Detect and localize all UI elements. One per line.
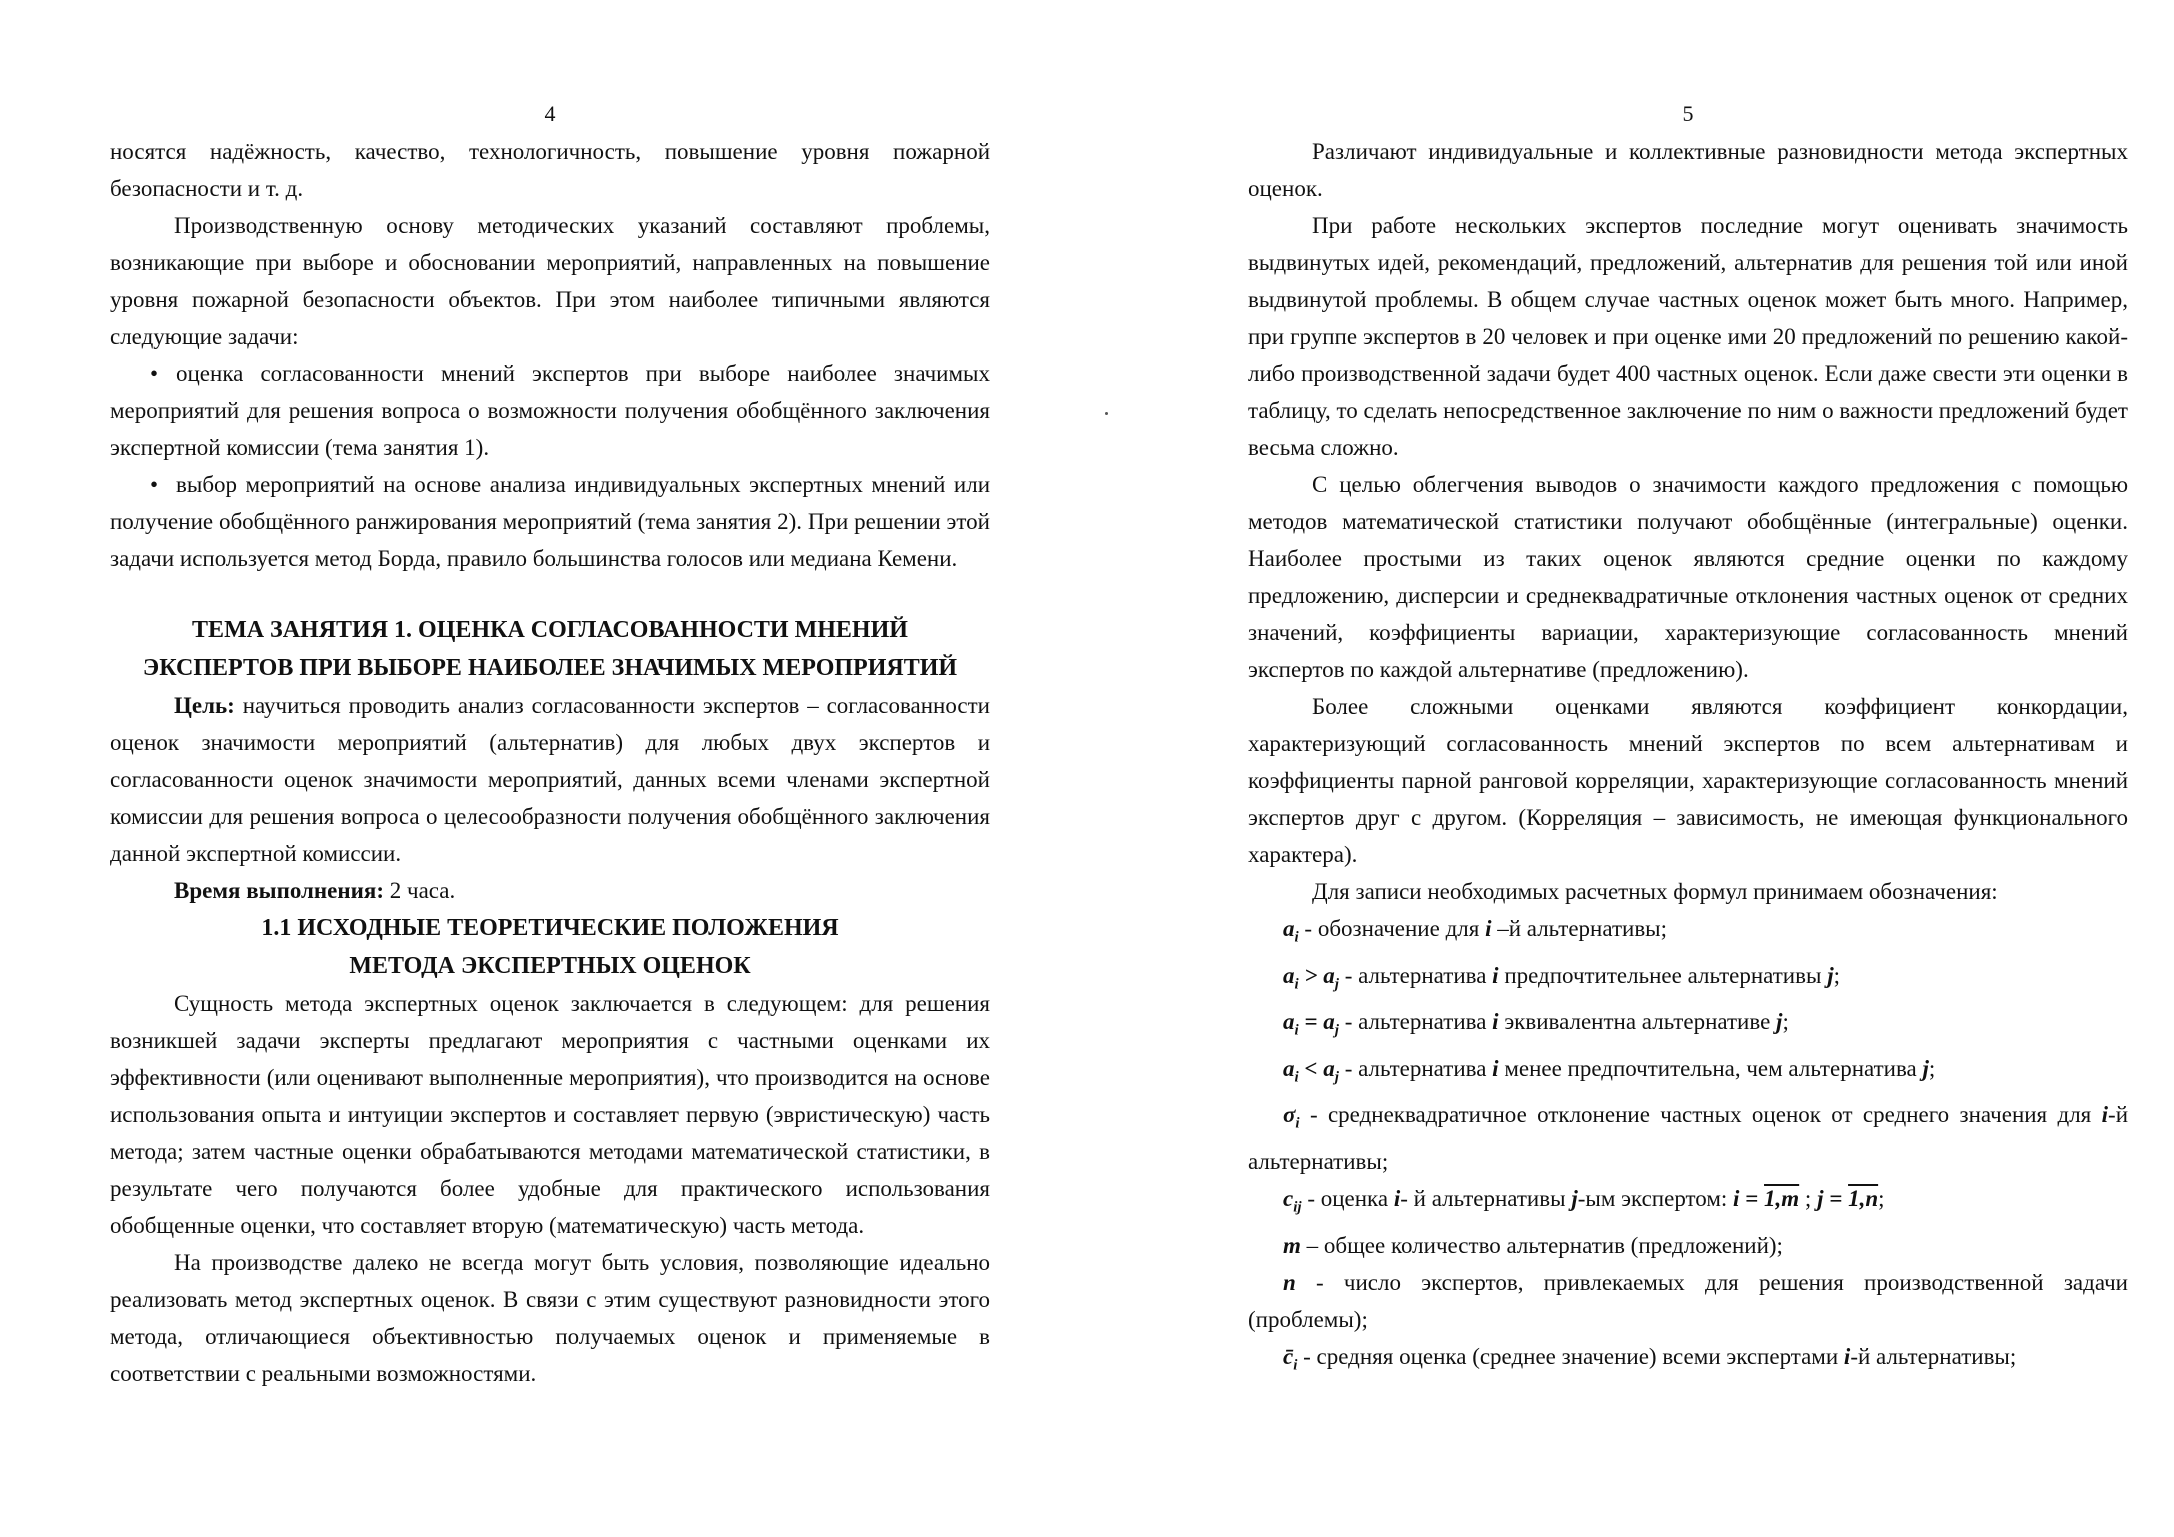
bullet-text: оценка согласованности мнений экспертов при выборе наиболее значимых мероприятий для решения вопроса о возможности получения обобщённого заключения экспертной комиссии (тема занятия 1). — [110, 361, 990, 460]
page-number: 4 — [544, 101, 556, 126]
notation-a-i: $a_i$ - обозначение для i –й альтернативы; — [1283, 916, 1668, 946]
notation-n: n - число экспертов, привлекаемых для решения производственной задачи (проблемы); — [1248, 1269, 2128, 1332]
symbol-a-gt-relation: $a_i > a_j$ — [1283, 962, 1339, 993]
topic-heading-line-2: ЭКСПЕРТОВ ПРИ ВЫБОРЕ НАИБОЛЕЕ ЗНАЧИМЫХ МЕРОПРИЯТИЙ — [142, 655, 958, 681]
symbol-c-ij: $c_{ij}$ — [1283, 1185, 1302, 1216]
notation-a-eq: $a_i = a_j$ - альтернатива i эквивалентна альтернативе j; — [1283, 1009, 1789, 1039]
goal-text: научиться проводить анализ согласованности экспертов – согласованности оценок значимости мероприятий (альтернатив) для любых двух экспертов и согласованности оценок значимости мероприятий, данных всеми членами экспертной комиссии для решения вопроса о целесообразности получения обобщённого заключения данной экспертной комиссии. — [110, 693, 990, 866]
bullet-item-2 — [110, 466, 990, 577]
paragraph-varieties: Различают индивидуальные и коллективные разновидности метода экспертных оценок. — [1248, 139, 2128, 201]
notation-sigma: $\sigma_i$ - среднеквадратичное отклонение частных оценок от среднего значения для i-й альтернативы; — [1248, 1102, 2128, 1174]
bullet-item-1 — [110, 355, 990, 466]
left-page-content — [110, 133, 990, 1392]
paragraph-complex: Более сложными оценками являются коэффициент конкордации, характеризующий согласованность мнений экспертов по всем альтернативам и коэффициенты парной ранговой корреляции, характеризующие согласованность мнений экспертов друг с другом. (Корреляция – зависимость, не имеющая функционального характера). — [1248, 694, 2128, 867]
range-j: j = 1,n — [1817, 1185, 1879, 1211]
paragraph-several-experts: При работе нескольких экспертов последние могут оценивать значимость выдвинутых идей, рекомендаций, предложений, альтернатив для решения той или иной выдвинутой проблемы. В общем случае частных оценок может быть много. Например, при группе экспертов в 20 человек и при оценке ими 20 предложений по решению какой-либо производственной задачи будет 400 частных оценок. Если даже свести эти оценки в таблицу, то сделать непосредственное заключение по ним о важности предложений будет весьма сложно. — [1248, 213, 2128, 460]
paragraph-essence: Сущность метода экспертных оценок заключается в следующем: для решения возникшей задачи эксперты предлагают мероприятия с частными оценками их эффективности (или оценивают выполненные мероприятия), что производится на основе использования опыта и интуиции экспертов и составляет первую (эвристическую) часть метода; затем частные оценки обрабатываются методами математической статистики, в результате чего получаются более удобные для практического использования обобщенные оценки, что составляет вторую (математическую) часть метода. — [110, 991, 990, 1238]
paragraph-purpose: С целью облегчения выводов о значимости каждого предложения с помощью методов математической статистики получают обобщённые (интегральные) оценки. Наиболее простыми из таких оценок являются средние оценки по каждому предложению, дисперсии и среднеквадратичные отклонения частных оценок от средних значений, коэффициенты вариации, характеризующие согласованность мнений экспертов по каждой альтернативе (предложению). — [1248, 472, 2128, 682]
section-heading — [110, 909, 990, 985]
bullet-text: выбор мероприятий на основе анализа индивидуальных экспертных мнений или получение обобщённого ранжирования мероприятий (тема занятия 2). При решении этой задачи используется метод Борда, правило большинства голосов или медиана Кемени. — [110, 472, 990, 571]
time-label: Время выполнения: — [174, 878, 384, 903]
notation-a-lt: $a_i < a_j$ - альтернатива i менее предпочтительна, чем альтернатива j; — [1283, 1055, 1936, 1086]
topic-heading — [110, 611, 990, 687]
paragraph-production: На производстве далеко не всегда могут быть условия, позволяющие идеально реализовать метод экспертных оценок. В связи с этим существуют разновидности этого метода, отличающиеся объективностью получаемых оценок и применяемые в соответствии с реальными возможностями. — [110, 1250, 990, 1386]
symbol-sigma: $\sigma_i$ — [1283, 1102, 1300, 1132]
paragraph-notation-intro: Для записи необходимых расчетных формул принимаем обозначения: — [1312, 879, 1998, 904]
goal-paragraph — [110, 687, 990, 872]
page-number: 5 — [1682, 101, 1694, 126]
notation-c-ij: $c_{ij}$ - оценка i- й альтернативы j-ым экспертом: i = 1,m ; j = 1,n; — [1283, 1185, 1885, 1216]
paragraph-continued: носятся надёжность, качество, технологичность, повышение уровня пожарной безопасности и т. д. — [110, 139, 990, 201]
symbol-c-bar: $c̄_i$ — [1283, 1343, 1298, 1374]
symbol-n: n — [1283, 1269, 1296, 1295]
symbol-a-lt-relation: $a_i < a_j$ — [1283, 1055, 1339, 1086]
scan-artifact-dot — [1105, 412, 1108, 415]
time-text: 2 часа. — [384, 878, 456, 903]
symbol-a-eq-relation: $a_i = a_j$ — [1283, 1009, 1339, 1039]
bullet-icon: • — [150, 472, 159, 497]
section-heading-line-1: 1.1 ИСХОДНЫЕ ТЕОРЕТИЧЕСКИЕ ПОЛОЖЕНИЯ — [261, 915, 839, 941]
paragraph-basis: Производственную основу методических указаний составляют проблемы, возникающие при выборе и обосновании мероприятий, направленных на повышение уровня пожарной безопасности объектов. При этом наиболее типичными являются следующие задачи: — [110, 213, 990, 349]
section-heading-line-2: МЕТОДА ЭКСПЕРТНЫХ ОЦЕНОК — [349, 953, 751, 979]
bullet-icon: • — [150, 361, 159, 386]
symbol-a: $a_i$ — [1283, 916, 1299, 946]
notation-a-gt: $a_i > a_j$ - альтернатива i предпочтительнее альтернативы j; — [1283, 962, 1840, 993]
goal-label: Цель: — [174, 693, 235, 718]
symbol-m: m — [1283, 1232, 1301, 1258]
time-paragraph — [110, 872, 990, 909]
right-page-content — [1248, 133, 2128, 1384]
notation-m: m – общее количество альтернатив (предложений); — [1283, 1232, 1783, 1258]
notation-c-bar: $c̄_i$ - средняя оценка (среднее значение) всеми экспертами i-й альтернативы; — [1283, 1343, 2017, 1374]
topic-heading-line-1: ТЕМА ЗАНЯТИЯ 1. ОЦЕНКА СОГЛАСОВАННОСТИ МНЕНИЙ — [192, 617, 908, 643]
range-i: i = 1,m — [1733, 1185, 1800, 1211]
